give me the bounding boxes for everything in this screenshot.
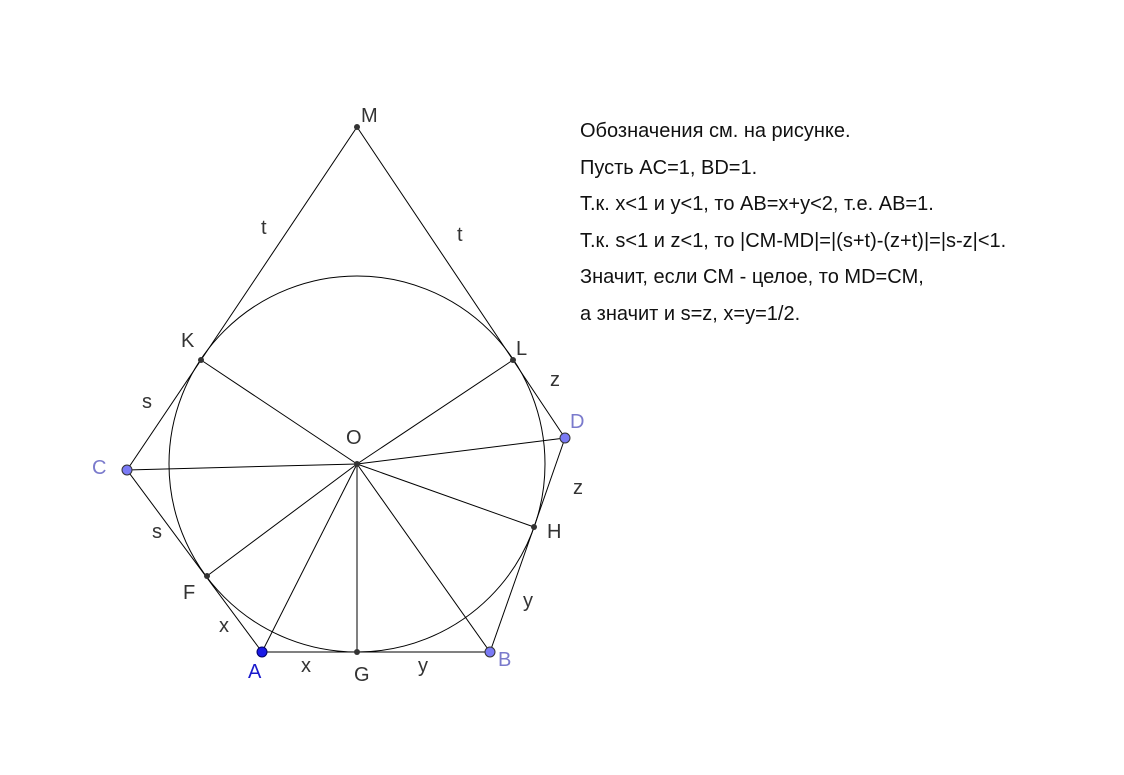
- points: [122, 124, 570, 657]
- label-h: H: [547, 521, 562, 543]
- segment-label-s-upper: s: [142, 391, 152, 413]
- segment-o-c: [127, 464, 357, 470]
- point-labels: [92, 105, 584, 686]
- segment-label-x-side: x: [219, 615, 229, 637]
- notes-line: Пусть AC=1, BD=1.: [580, 156, 758, 179]
- segment-o-h: [357, 464, 534, 527]
- label-d: D: [570, 411, 585, 433]
- segment-label-x-base: x: [301, 655, 311, 677]
- segment-label-y-side: y: [523, 590, 533, 612]
- point-a[interactable]: [257, 647, 267, 657]
- label-l: L: [516, 338, 528, 360]
- point-k[interactable]: [198, 357, 204, 363]
- segment-o-a: [262, 464, 357, 652]
- notes-line: Т.к. s<1 и z<1, то |CM-MD|=|(s+t)-(z+t)|=|s-z|<1.: [580, 229, 1007, 252]
- segment-label-s-lower: s: [152, 521, 162, 543]
- side-m-k: [201, 127, 357, 360]
- polygon-sides: [127, 127, 565, 652]
- notes-line: а значит и s=z, x=y=1/2.: [580, 302, 801, 325]
- side-d-h: [534, 438, 565, 527]
- segment-label-t-right: t: [457, 224, 463, 246]
- notes-line: Значит, если CM - целое, то MD=CM,: [580, 266, 924, 288]
- label-k: K: [181, 330, 195, 352]
- point-o[interactable]: [354, 461, 360, 467]
- segment-labels: [142, 217, 583, 677]
- segment-o-f: [207, 464, 357, 576]
- label-c: C: [92, 457, 107, 479]
- segment-o-l: [357, 360, 513, 464]
- label-f: F: [183, 582, 196, 604]
- radial-segments: [127, 360, 565, 652]
- side-c-a: [127, 470, 262, 652]
- segment-o-d: [357, 438, 565, 464]
- label-a: A: [248, 661, 262, 683]
- point-c[interactable]: [122, 465, 132, 475]
- segment-label-z-lower: z: [573, 477, 583, 499]
- segment-o-k: [201, 360, 357, 464]
- segment-label-y-base: y: [418, 655, 428, 677]
- label-g: G: [354, 664, 370, 686]
- label-o: O: [346, 427, 362, 449]
- point-d[interactable]: [560, 433, 570, 443]
- side-k-c: [127, 360, 201, 470]
- segment-o-b: [357, 464, 490, 652]
- segment-label-z-upper: z: [550, 369, 560, 391]
- side-m-l: [357, 127, 513, 360]
- point-h[interactable]: [531, 524, 537, 530]
- label-b: B: [498, 649, 512, 671]
- point-f[interactable]: [204, 573, 210, 579]
- point-m[interactable]: [354, 124, 360, 130]
- point-b[interactable]: [485, 647, 495, 657]
- label-m: M: [361, 105, 378, 127]
- notes-line: Обозначения см. на рисунке.: [580, 120, 851, 142]
- segment-label-t-left: t: [261, 217, 267, 239]
- point-g[interactable]: [354, 649, 360, 655]
- notes-line: Т.к. x<1 и y<1, то AB=x+y<2, т.е. AB=1.: [580, 193, 934, 215]
- solution-notes: [580, 116, 1120, 335]
